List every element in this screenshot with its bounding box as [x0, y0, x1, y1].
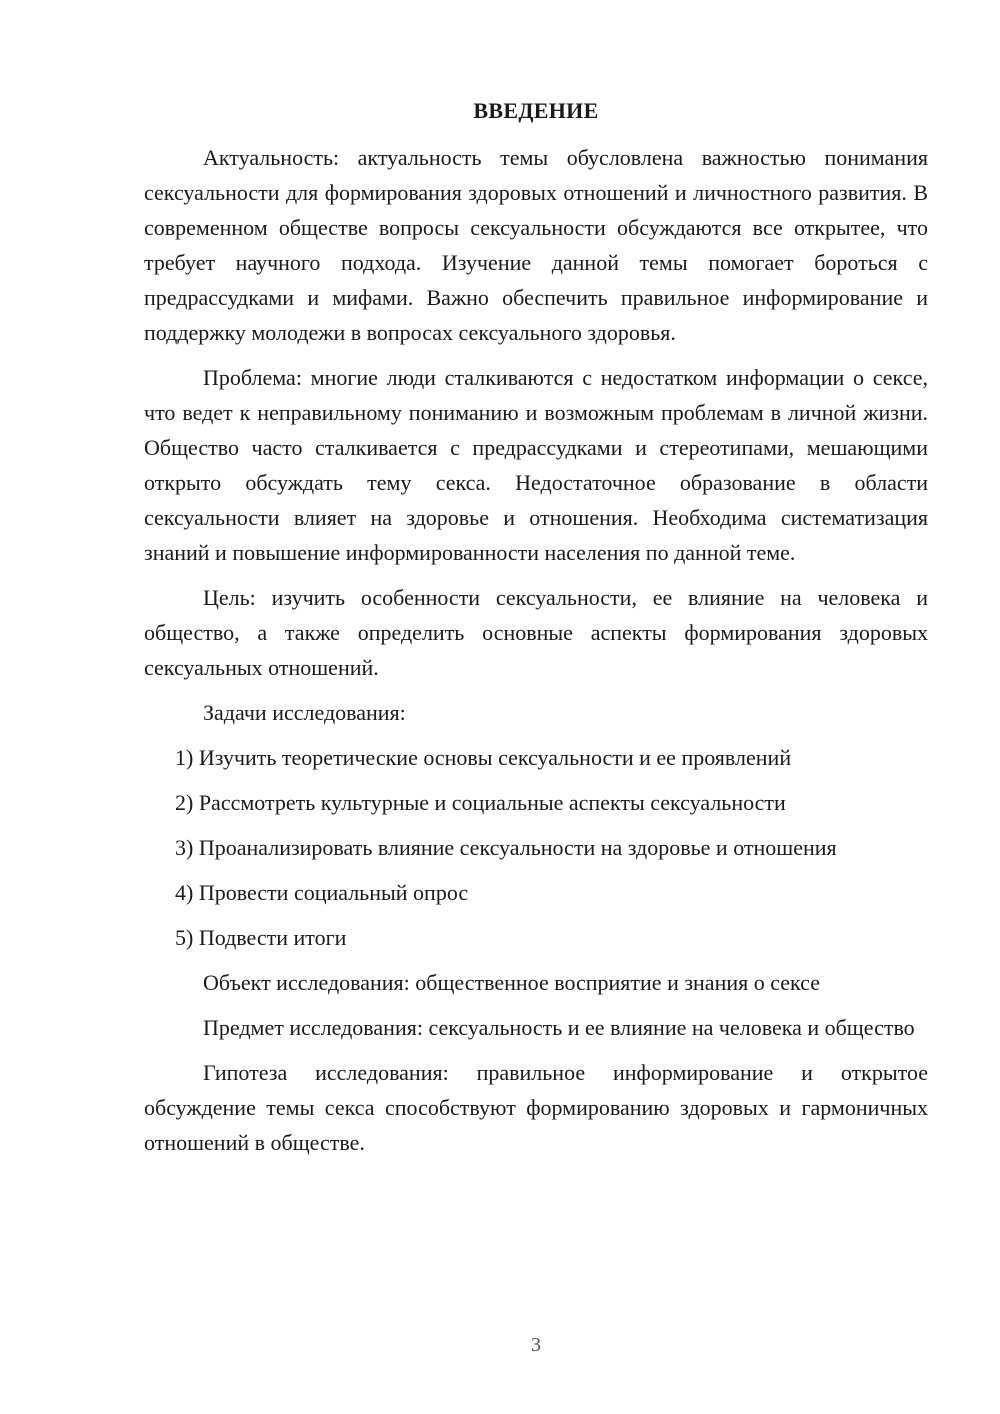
- page-title: ВВЕДЕНИЕ: [473, 98, 599, 123]
- document-page: [144, 96, 928, 1170]
- task-item: 4) Провести социальный опрос: [175, 880, 469, 905]
- goal-paragraph: Цель: изучить особенности сексуальности, ее влияние на человека и общество, а также определить основные аспекты формирования здоровых сексуальных отношений.: [144, 585, 928, 680]
- relevance-paragraph: Актуальность: актуальность темы обусловлена важностью понимания сексуальности для формирования здоровых отношений и личностного развития. В современном обществе вопросы сексуальности обсуждаются все открытее, что требует научного подхода. Изучение данной темы помогает бороться с предрассудками и мифами. Важно обеспечить правильное информирование и поддержку молодежи в вопросах сексуального здоровья.: [144, 145, 928, 345]
- page-number: 3: [531, 1334, 541, 1356]
- tasks-heading: Задачи исследования:: [203, 700, 406, 725]
- subject-paragraph: Предмет исследования: сексуальность и ее влияние на человека и общество: [203, 1015, 915, 1040]
- object-paragraph: Объект исследования: общественное восприятие и знания о сексе: [203, 970, 820, 995]
- hypothesis-paragraph: Гипотеза исследования: правильное информирование и открытое обсуждение темы секса способствуют формированию здоровых и гармоничных отношений в обществе.: [144, 1060, 928, 1155]
- problem-paragraph: Проблема: многие люди сталкиваются с недостатком информации о сексе, что ведет к неправильному пониманию и возможным проблемам в личной жизни. Общество часто сталкивается с предрассудками и стереотипами, мешающими открыто обсуждать тему секса. Недостаточное образование в области сексуальности влияет на здоровье и отношения. Необходима систематизация знаний и повышение информированности населения по данной теме.: [144, 365, 928, 565]
- task-item: 5) Подвести итоги: [175, 925, 347, 950]
- task-item: 3) Проанализировать влияние сексуальности на здоровье и отношения: [175, 835, 837, 860]
- tasks-list: [144, 740, 928, 955]
- task-item: 1) Изучить теоретические основы сексуальности и ее проявлений: [175, 745, 792, 770]
- task-item: 2) Рассмотреть культурные и социальные аспекты сексуальности: [175, 790, 786, 815]
